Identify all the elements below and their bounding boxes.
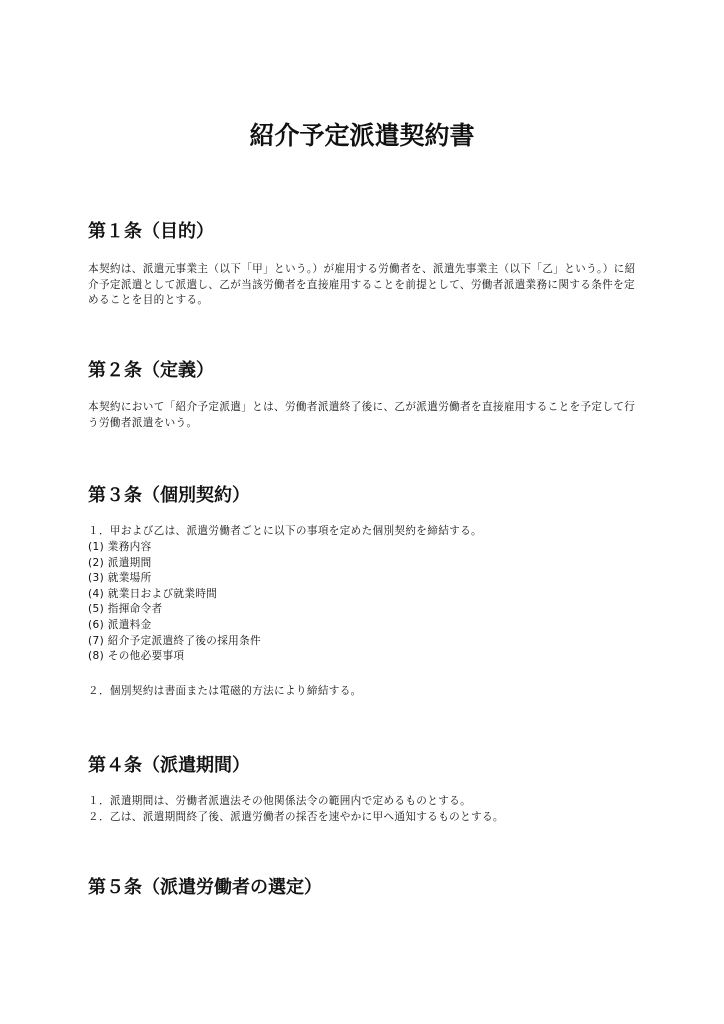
- article-3-clause-2: ２．個別契約は書面または電磁的方法により締結する。: [88, 685, 362, 697]
- article-2-heading: 第２条（定義）: [88, 360, 214, 381]
- article-5-heading: 第５条（派遣労働者の選定）: [88, 877, 322, 898]
- article-3-clause-1: １．甲および乙は、派遣労働者ごとに以下の事項を定めた個別契約を締結する。: [88, 525, 482, 537]
- article-3-item-list: [88, 540, 640, 665]
- document-title: 紹介予定派遣契約書: [249, 121, 475, 150]
- list-item: (6) 派遣料金: [88, 618, 152, 631]
- list-item: (2) 派遣期間: [88, 556, 152, 569]
- article-3-heading: 第３条（個別契約）: [88, 485, 250, 506]
- article-1-body: 本契約は、派遣元事業主（以下「甲」という。）が雇用する労働者を、派遣先事業主（以下「乙」という。）に紹介予定派遣として派遣し、乙が当該労働者を直接雇用することを前提として、労働者派遣業務に関する条件を定めることを目的とする。: [88, 263, 636, 306]
- list-item: (5) 指揮命令者: [88, 603, 163, 616]
- article-1-heading: 第１条（目的）: [88, 221, 214, 242]
- list-item: (7) 紹介予定派遣終了後の採用条件: [88, 634, 261, 647]
- list-item: (4) 就業日および就業時間: [88, 587, 218, 600]
- list-item: (8) その他必要事項: [88, 650, 185, 663]
- article-2-body: 本契約において「紹介予定派遣」とは、労働者派遣終了後に、乙が派遣労働者を直接雇用することを予定して行う労働者派遣をいう。: [88, 401, 636, 429]
- article-4-clause-2: ２．乙は、派遣期間終了後、派遣労働者の採否を速やかに甲へ通知するものとする。: [88, 811, 504, 823]
- list-item: (3) 就業場所: [88, 572, 152, 585]
- article-4-clause-1: １．派遣期間は、労働者派遣法その他関係法令の範囲内で定めるものとする。: [88, 795, 472, 807]
- list-item: (1) 業務内容: [88, 541, 152, 553]
- article-4-heading: 第４条（派遣期間）: [88, 755, 250, 776]
